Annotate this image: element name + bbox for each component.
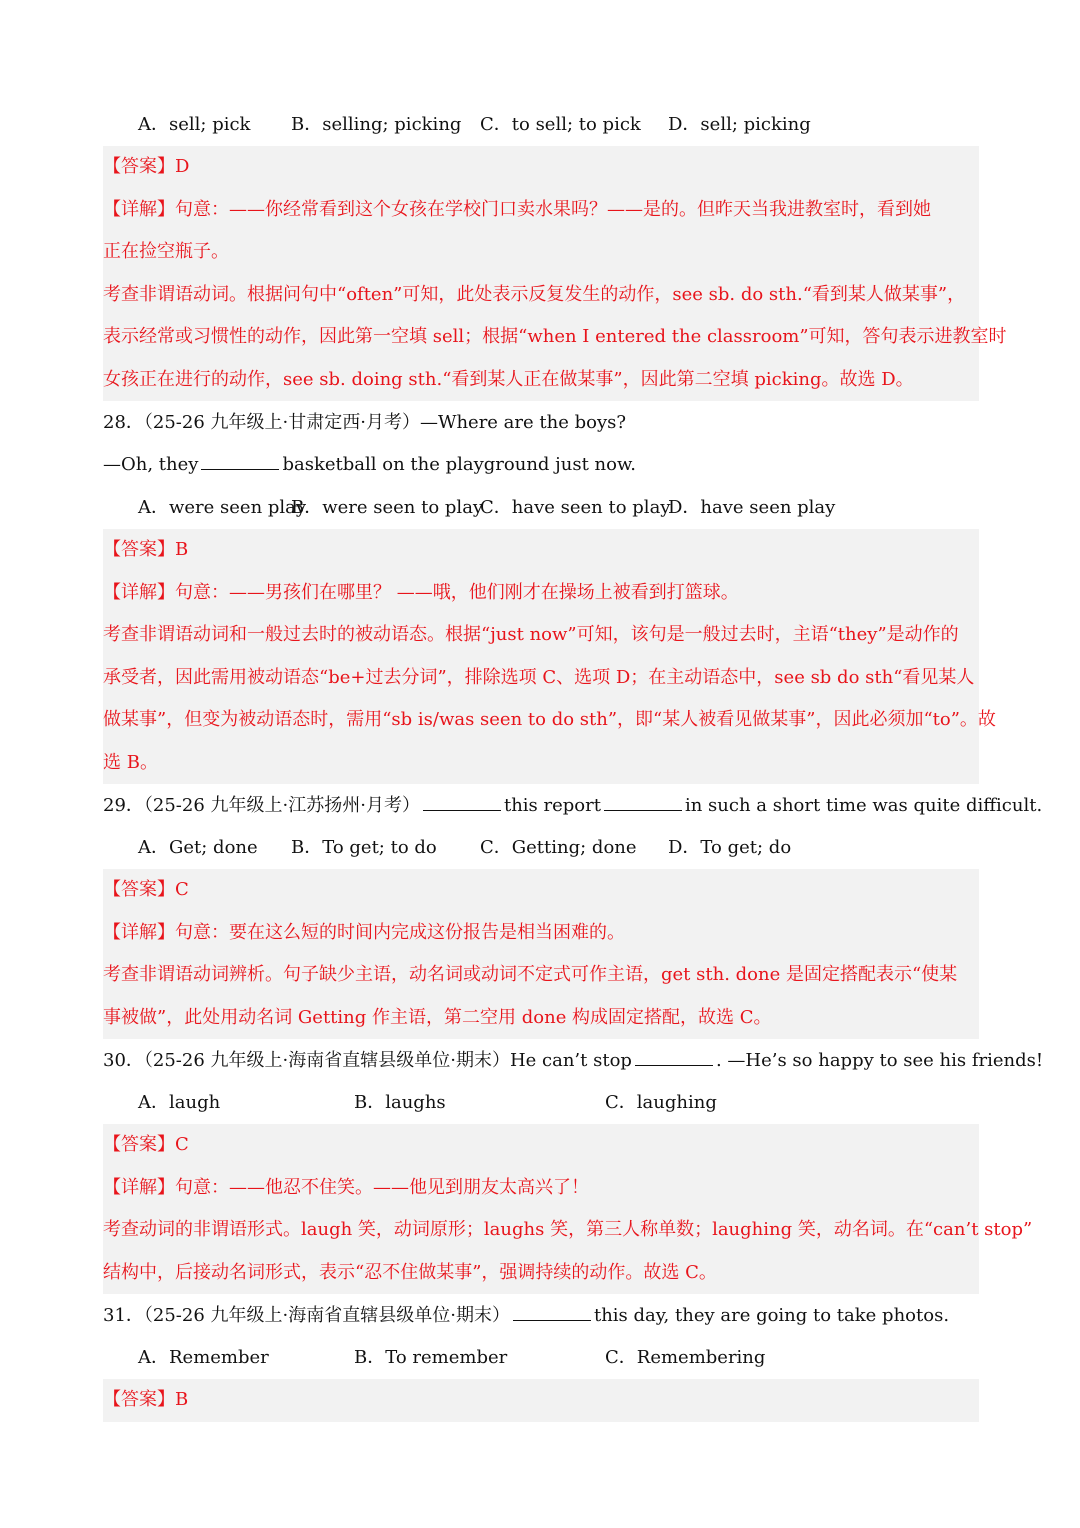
q31-answer-block	[103, 1379, 979, 1422]
q28-options	[103, 487, 1003, 529]
q28-stem-line2: —Oh, they basketball on the playground just now.	[103, 454, 636, 475]
q30-blank	[635, 1051, 713, 1066]
q27-answer-block	[103, 146, 1007, 401]
q29-option-b: B．To get; to do	[291, 837, 437, 858]
q30-answer-block	[103, 1124, 1033, 1294]
q28-answer-block	[103, 529, 996, 784]
q27-detail-line: 【详解】句意：——你经常看到这个女孩在学校门口卖水果吗？——是的。但昨天当我进教室时，看到她	[103, 198, 931, 220]
q27-option-b: B．selling; picking	[291, 114, 462, 135]
q28-blank	[201, 455, 279, 470]
q29-stem: 29．（25-26 九年级上·江苏扬州·月考） this report in such a short time was quite difficult.	[103, 795, 1043, 816]
q27-detail-line: 考查非谓语动词。根据问句中“often”可知，此处表示反复发生的动作，see sb. do sth.“看到某人做某事”，	[103, 283, 966, 305]
q28-answer: 【答案】B	[103, 539, 189, 560]
q28-detail-line: 承受者，因此需用被动语态“be+过去分词”，排除选项 C、选项 D；在主动语态中，see sb do sth“看见某人	[103, 666, 975, 688]
q30-detail-line: 考查动词的非谓语形式。laugh 笑，动词原形；laughs 笑，第三人称单数；laughing 笑，动名词。在“can’t stop”	[103, 1219, 1033, 1240]
q30-detail-line: 结构中，后接动名词形式，表示“忍不住做某事”，强调持续的动作。故选 C。	[103, 1261, 717, 1283]
q27-option-c: C．to sell; to pick	[480, 114, 641, 135]
q30-option-a: A．laugh	[138, 1092, 221, 1113]
q31-stem: 31．（25-26 九年级上·海南省直辖县级单位·期末） this day, they are going to take photos.	[103, 1305, 950, 1326]
q28-detail-line: 【详解】句意：——男孩们在哪里？ ——哦，他们刚才在操场上被看到打篮球。	[103, 581, 739, 603]
q30-detail-line: 【详解】句意：——他忍不住笑。——他见到朋友太高兴了！	[103, 1176, 589, 1198]
q28-detail-line: 选 B。	[103, 751, 158, 773]
q27-options	[103, 104, 1003, 146]
q29-detail-line: 事被做”，此处用动名词 Getting 作主语，第二空用 done 构成固定搭配，故选 C。	[103, 1006, 772, 1028]
q30-option-b: B．laughs	[354, 1092, 446, 1113]
q31-blank	[513, 1306, 591, 1321]
q28-detail-line: 考查非谓语动词和一般过去时的被动语态。根据“just now”可知，该句是一般过去时，主语“they”是动作的	[103, 624, 959, 645]
q29-blank-1	[423, 796, 501, 811]
q27-detail-line: 表示经常或习惯性的动作，因此第一空填 sell；根据“when I entered the classroom”可知，答句表示进教室时	[103, 326, 1007, 347]
q28-option-a: A．were seen play	[138, 497, 307, 518]
q28-option-c: C．have seen to play	[480, 497, 671, 518]
q28-stem: 28．（25-26 九年级上·甘肃定西·月考）—Where are the boys?	[103, 412, 627, 433]
q31-options	[103, 1337, 1003, 1379]
q31-answer: 【答案】B	[103, 1389, 189, 1410]
q31-option-b: B．To remember	[354, 1347, 508, 1368]
q27-answer: 【答案】D	[103, 156, 190, 177]
q30-stem: 30．（25-26 九年级上·海南省直辖县级单位·期末）He can’t stop . —He’s so happy to see his friends!	[103, 1050, 1044, 1071]
q29-answer-block	[103, 869, 979, 1039]
q29-detail-line: 【详解】句意：要在这么短的时间内完成这份报告是相当困难的。	[103, 921, 625, 943]
q31-option-a: A．Remember	[138, 1347, 269, 1368]
q29-detail-line: 考查非谓语动词辨析。句子缺少主语，动名词或动词不定式可作主语，get sth. done 是固定搭配表示“使某	[103, 964, 958, 985]
q30-answer: 【答案】C	[103, 1134, 189, 1155]
q28-option-d: D．have seen play	[668, 497, 836, 518]
q28-option-b: B．were seen to play	[291, 497, 484, 518]
q30-option-c: C．laughing	[605, 1092, 717, 1113]
q29-option-c: C．Getting; done	[480, 837, 637, 858]
q31-option-c: C．Remembering	[605, 1347, 766, 1368]
q29-option-a: A．Get; done	[138, 837, 258, 858]
q29-option-d: D．To get; do	[668, 837, 792, 858]
q30-options	[103, 1082, 1003, 1124]
q29-options	[103, 827, 1003, 869]
q27-detail-line: 正在捡空瓶子。	[103, 241, 229, 262]
q27-option-a: A．sell; pick	[138, 114, 251, 135]
q29-blank-2	[604, 796, 682, 811]
q27-detail-line: 女孩正在进行的动作，see sb. doing sth.“看到某人正在做某事”，因此第二空填 picking。故选 D。	[103, 368, 914, 390]
q29-answer: 【答案】C	[103, 879, 189, 900]
q28-detail-line: 做某事”，但变为被动语态时，需用“sb is/was seen to do sth”，即“某人被看见做某事”，因此必须加“to”。故	[103, 709, 996, 730]
q27-option-d: D．sell; picking	[668, 114, 811, 135]
